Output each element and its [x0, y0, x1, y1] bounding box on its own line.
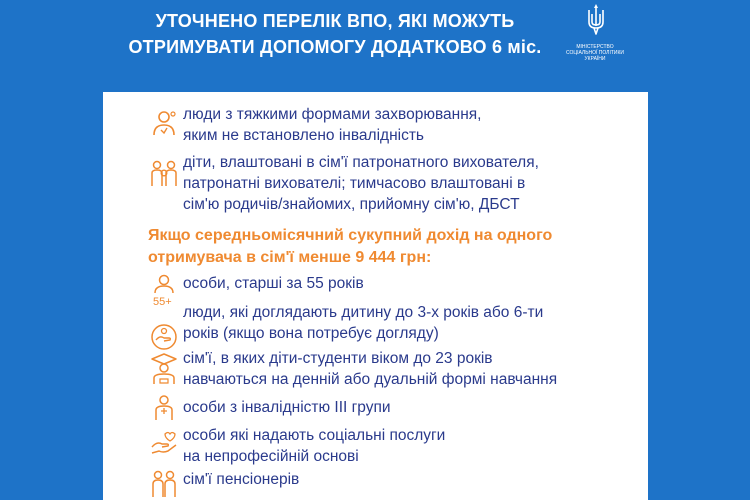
- list-item-text: [183, 469, 299, 490]
- text-line: діти, влаштовані в сім'ї патронатного вихователя,: [183, 154, 539, 171]
- page-title: [110, 8, 560, 60]
- text-line: люди з тяжкими формами захворювання,: [183, 106, 482, 123]
- family-icon: [149, 158, 179, 188]
- elderly-55-icon: [149, 273, 179, 307]
- text-line: років (якщо вона потребує догляду): [183, 325, 439, 342]
- list-item-text: [183, 425, 445, 467]
- title-line-2: ОТРИМУВАТИ ДОПОМОГУ ДОДАТКОВО 6 міс.: [128, 37, 542, 57]
- text-line: особи які надають соціальні послуги: [183, 427, 446, 444]
- text-line: на непрофесійній основі: [183, 448, 359, 465]
- condition-line-1: Якщо середньомісячний сукупний дохід на одного: [148, 227, 553, 244]
- text-line: навчаються на денній або дуальній формі навчання: [183, 371, 558, 388]
- list-item-text: [183, 152, 539, 215]
- text-line: сім'ї пенсіонерів: [183, 471, 300, 488]
- disability-group-icon: [149, 394, 179, 424]
- helping-hands-icon: [149, 429, 179, 459]
- income-condition: [148, 225, 638, 269]
- list-item-text: [183, 397, 391, 418]
- text-line: особи з інвалідністю ІІІ групи: [183, 399, 391, 416]
- text-line: патронатні вихователі; тимчасово влаштовані в: [183, 175, 526, 192]
- list-item-text: [183, 302, 543, 344]
- list-item-text: [183, 273, 364, 294]
- student-graduation-icon: [149, 352, 179, 382]
- text-line: люди, які доглядають дитину до 3-х років або 6-ти: [183, 304, 544, 321]
- child-care-hand-icon: [149, 322, 179, 352]
- header-banner: [0, 0, 750, 90]
- text-line: яким не встановлено інвалідність: [183, 127, 424, 144]
- ministry-line-2: СОЦІАЛЬНОЇ ПОЛІТИКИ: [565, 50, 624, 56]
- list-item-text: [183, 348, 557, 390]
- text-line: сім'ю родичів/знайомих, прийомну сім'ю, ДБСТ: [183, 196, 520, 213]
- text-line: сім'ї, в яких діти-студенти віком до 23 років: [183, 350, 493, 367]
- text-line: особи, старші за 55 років: [183, 275, 364, 292]
- title-line-1: УТОЧНЕНО ПЕРЕЛІК ВПО, ЯКІ МОЖУТЬ: [155, 11, 515, 31]
- content-card: [103, 92, 648, 500]
- ministry-line-1: МІНІСТЕРСТВО: [576, 44, 614, 50]
- icon-label: 55+: [153, 296, 172, 307]
- condition-line-2: отримувача в сім'ї менше 9 444 грн:: [148, 249, 432, 266]
- ministry-line-3: УКРАЇНИ: [584, 56, 606, 62]
- pensioners-icon: [149, 469, 179, 499]
- ministry-label: [560, 44, 630, 62]
- disease-person-icon: [149, 108, 179, 138]
- list-item-text: [183, 104, 481, 146]
